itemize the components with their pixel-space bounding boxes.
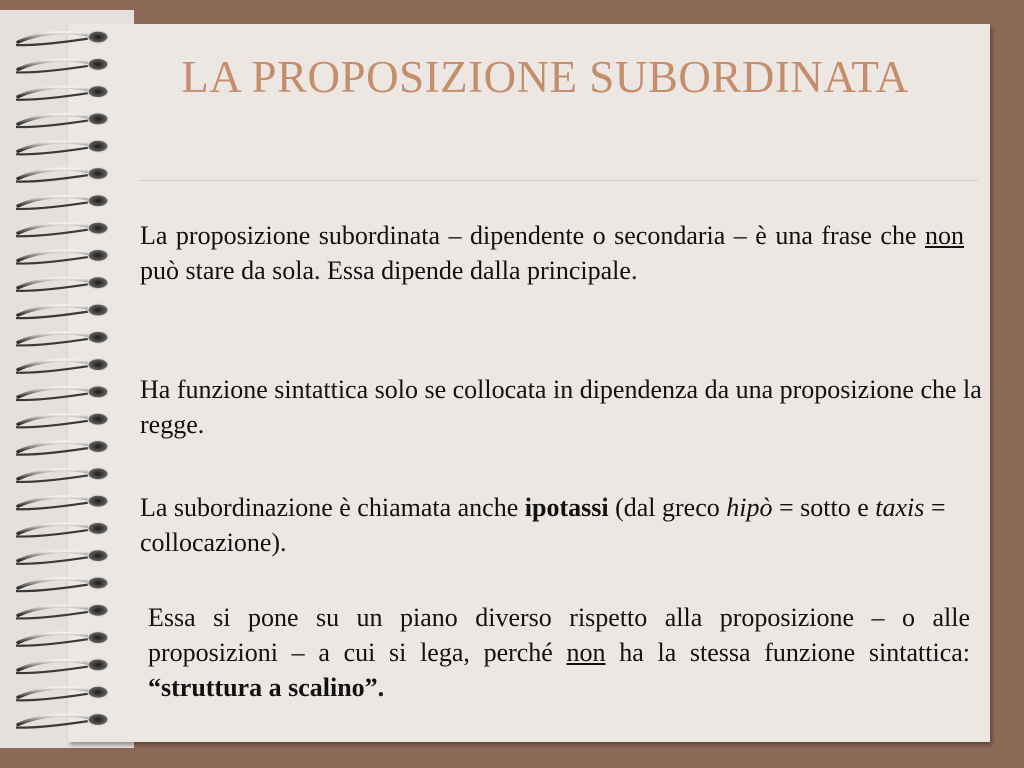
spiral-binding-icon	[6, 22, 126, 746]
p4-bold-struttura: “struttura a scalino”.	[148, 673, 385, 702]
binding-ring	[16, 331, 108, 345]
binding-ring	[16, 413, 108, 427]
binding-ring	[16, 441, 108, 455]
binding-ring	[16, 304, 108, 318]
slide-title: LA PROPOSIZIONE SUBORDINATA	[181, 52, 909, 102]
binding-ring	[16, 659, 108, 673]
p3-text-d: = collocazione).	[140, 493, 946, 557]
binding-ring	[16, 632, 108, 646]
binding-ring	[16, 386, 108, 400]
p4-underlined-non: non	[566, 638, 606, 667]
p3-italic-hipo: hipò	[726, 493, 773, 522]
binding-ring	[16, 58, 108, 72]
binding-ring	[16, 714, 108, 728]
title-divider	[140, 180, 978, 181]
binding-ring	[16, 86, 108, 100]
p1-text-b: può stare da sola. Essa dipende dalla principale.	[140, 256, 638, 285]
binding-ring	[16, 249, 108, 263]
p3-text-a: La subordinazione è chiamata anche	[140, 493, 525, 522]
binding-ring	[16, 604, 108, 618]
p3-italic-taxis: taxis	[875, 493, 925, 522]
binding-ring	[16, 468, 108, 482]
binding-ring	[16, 577, 108, 591]
p3-text-c: = sotto e	[772, 493, 876, 522]
p4-text-b: ha la stessa funzione sintattica:	[605, 638, 970, 667]
binding-ring	[16, 495, 108, 509]
p1-underlined-non: non	[925, 221, 964, 250]
binding-ring	[16, 686, 108, 700]
binding-ring	[16, 31, 108, 45]
binding-ring	[16, 277, 108, 291]
p3-bold-ipotassi: ipotassi	[524, 493, 609, 522]
binding-ring	[16, 522, 108, 536]
p1-text-a: La proposizione subordinata – dipendente o secondaria – è una frase che	[140, 221, 925, 250]
binding-ring	[16, 113, 108, 127]
binding-ring	[16, 195, 108, 209]
p2-text: Ha funzione sintattica solo se collocata in dipendenza da una proposizione che la regge.	[140, 375, 982, 439]
p4-text-a: Essa si pone su un piano diverso rispetto alla proposizione – o alle proposizioni – a cui si lega, perché	[148, 603, 970, 667]
p3-text-b: (dal greco	[608, 493, 727, 522]
paragraph-struttura	[148, 600, 970, 705]
binding-ring	[16, 140, 108, 154]
binding-ring	[16, 550, 108, 564]
binding-ring	[16, 168, 108, 182]
binding-ring	[16, 222, 108, 236]
binding-ring	[16, 359, 108, 373]
paragraph-definition	[140, 218, 964, 288]
paragraph-ipotassi	[140, 490, 970, 560]
paragraph-function	[140, 372, 988, 442]
